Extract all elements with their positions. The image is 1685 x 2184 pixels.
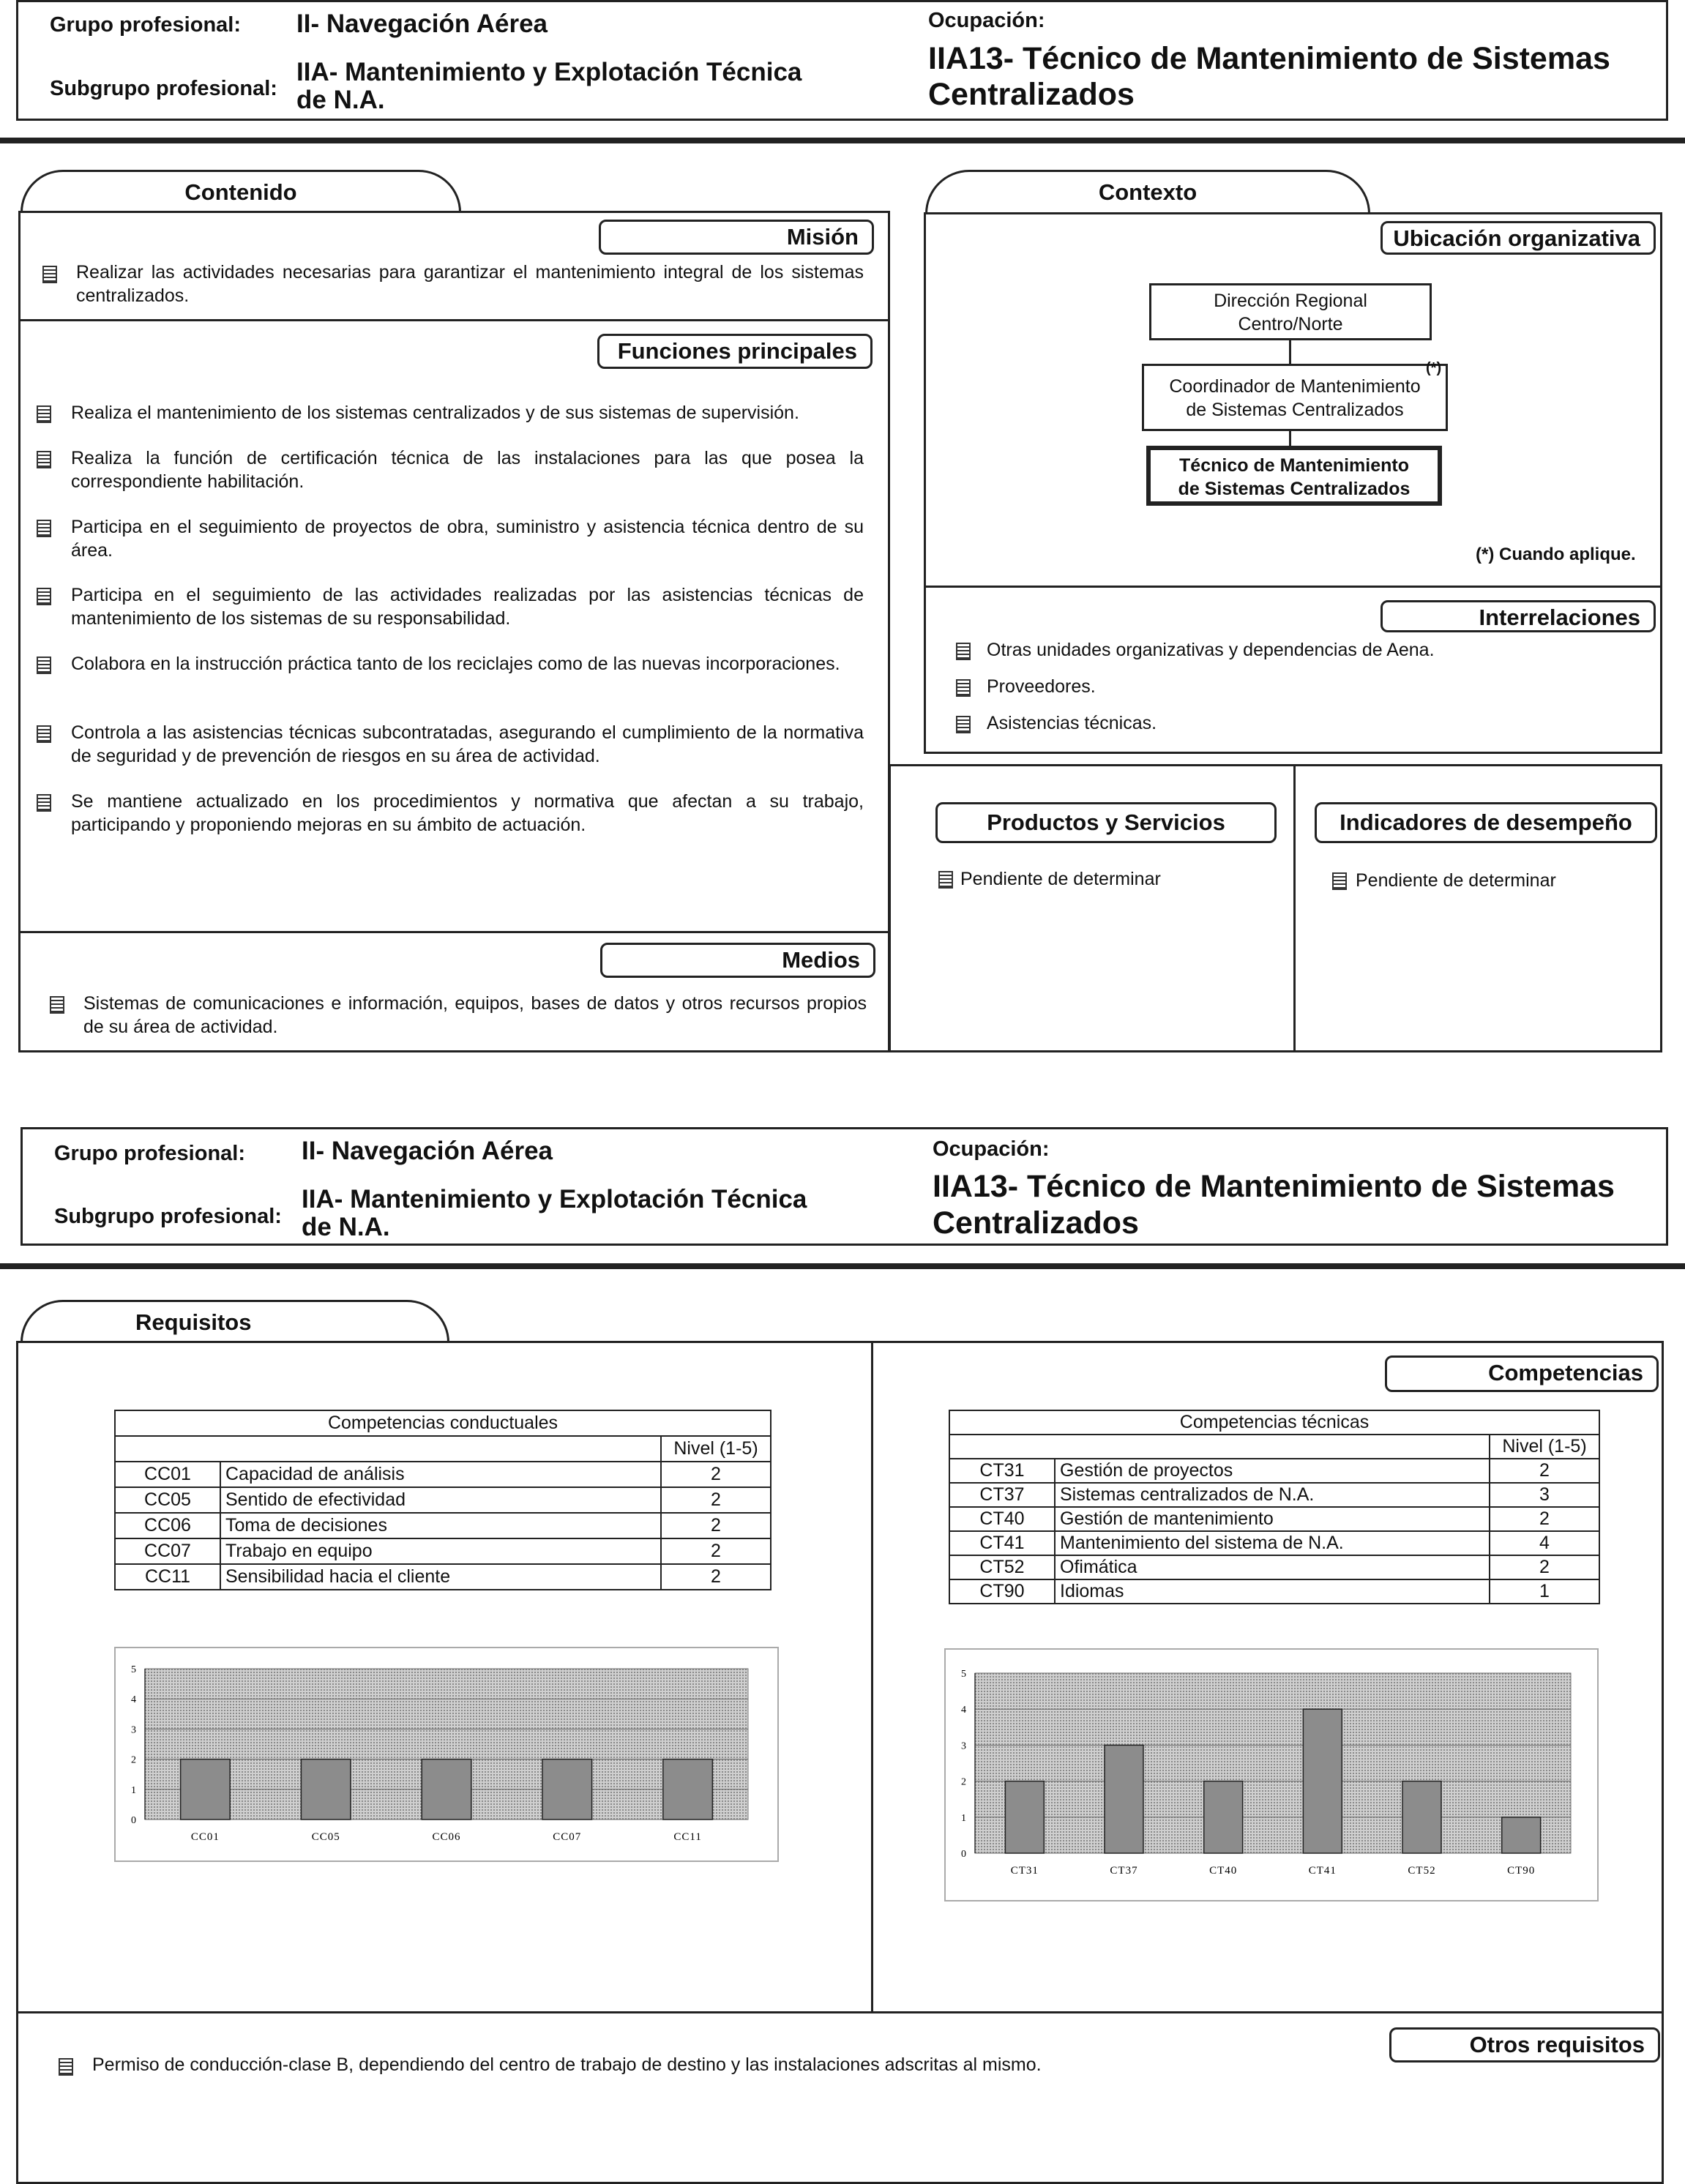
table-row: CT90 Idiomas 1 [949, 1579, 1599, 1604]
table-row: CT37 Sistemas centralizados de N.A. 3 [949, 1483, 1599, 1507]
document-bullet-icon [37, 405, 51, 423]
org-text: de Sistemas Centralizados [1178, 479, 1411, 499]
competencias-conductuales-table [114, 1410, 771, 1590]
subgrupo-value-line2: de N.A. [302, 1213, 390, 1241]
y-tick-label: 5 [131, 1664, 136, 1675]
grupo-label: Grupo profesional: [54, 1142, 245, 1165]
medios-pill: Medios [600, 943, 875, 978]
bar-cc07 [542, 1759, 592, 1820]
bar-cc01 [181, 1759, 231, 1820]
x-tick-label: CT31 [1010, 1865, 1039, 1877]
table-row: CC11 Sensibilidad hacia el cliente 2 [115, 1564, 771, 1590]
document-bullet-icon [42, 266, 57, 283]
ocupacion-line2: Centralizados [933, 1205, 1139, 1241]
x-tick-label: CT90 [1507, 1865, 1536, 1877]
y-tick-label: 1 [961, 1812, 966, 1824]
productos-pill: Productos y Servicios [935, 802, 1277, 843]
x-tick-label: CC07 [553, 1831, 582, 1843]
bar-ct37 [1105, 1745, 1143, 1853]
bar-ct52 [1402, 1781, 1441, 1853]
org-box-tecnico [1146, 446, 1442, 506]
document-bullet-icon [37, 520, 51, 537]
subgrupo-label: Subgrupo profesional: [50, 77, 277, 100]
ubicacion-pill: Ubicación organizativa [1380, 221, 1656, 255]
divider [16, 2011, 1664, 2013]
y-tick-label: 5 [961, 1669, 966, 1680]
subgrupo-value-line2: de N.A. [296, 86, 385, 114]
grupo-value: II- Navegación Aérea [302, 1137, 553, 1165]
bar-ct40 [1204, 1781, 1243, 1853]
header-rule-2 [0, 1263, 1685, 1269]
y-tick-label: 0 [131, 1815, 136, 1826]
funcion-item: Realiza la función de certificación técnica de las instalaciones para las que posea la correspondiente habilitación. [71, 448, 864, 492]
otros-requisitos-pill: Otros requisitos [1389, 2027, 1660, 2063]
mision-text: Realizar las actividades necesarias para garantizar el mantenimiento integral de los sistemas centralizados. [76, 262, 864, 306]
funcion-item: Participa en el seguimiento de proyectos de obra, suministro y asistencia técnica dentro de su área. [71, 517, 864, 561]
bar-ct90 [1502, 1817, 1541, 1853]
x-tick-label: CT41 [1308, 1865, 1337, 1877]
document-bullet-icon [1332, 872, 1347, 890]
org-box-coordinador [1142, 364, 1448, 431]
y-tick-label: 4 [131, 1694, 136, 1706]
y-tick-label: 4 [961, 1705, 966, 1716]
org-connector [1289, 431, 1291, 446]
table-row: CC06 Toma de decisiones 2 [115, 1513, 771, 1538]
funcion-item: Controla a las asistencias técnicas subcontratadas, asegurando el cumplimiento de la normativa de seguridad y de prevención de riesgos en su área de actividad. [71, 722, 864, 766]
y-tick-label: 3 [131, 1724, 136, 1736]
table-row: CT40 Gestión de mantenimiento 2 [949, 1507, 1599, 1531]
org-text: Coordinador de Mantenimiento [1169, 376, 1421, 397]
org-box-direccion [1149, 283, 1432, 340]
funcion-item: Realiza el mantenimiento de los sistemas centralizados y de sus sistemas de supervisión. [71, 403, 799, 423]
x-tick-label: CT40 [1209, 1865, 1238, 1877]
interrelaciones-pill: Interrelaciones [1380, 600, 1656, 632]
competencias-conductuales-chart [114, 1647, 779, 1862]
mision-pill: Misión [599, 220, 874, 255]
grupo-label: Grupo profesional: [50, 13, 241, 37]
x-tick-label: CC05 [311, 1831, 340, 1843]
document-bullet-icon [50, 996, 64, 1014]
table-row: CC01 Capacidad de análisis 2 [115, 1462, 771, 1487]
table-title: Competencias técnicas [949, 1410, 1599, 1435]
y-tick-label: 3 [961, 1740, 966, 1752]
table-row: CT31 Gestión de proyectos 2 [949, 1459, 1599, 1483]
org-text: Técnico de Mantenimiento [1179, 455, 1409, 476]
subgrupo-value-line1: IIA- Mantenimiento y Explotación Técnica [302, 1185, 807, 1213]
subgrupo-value-line1: IIA- Mantenimiento y Explotación Técnica [296, 58, 802, 86]
org-text: de Sistemas Centralizados [1186, 400, 1404, 420]
document-bullet-icon [37, 794, 51, 812]
org-connector [1289, 340, 1291, 364]
competencias-tecnicas-table [949, 1410, 1600, 1604]
y-tick-label: 2 [131, 1754, 136, 1766]
table-row: CT52 Ofimática 2 [949, 1555, 1599, 1579]
funciones-pill: Funciones principales [597, 334, 873, 369]
document-bullet-icon [956, 716, 971, 733]
ocupacion-line1: IIA13- Técnico de Mantenimiento de Sistemas [933, 1169, 1615, 1204]
divider [18, 931, 890, 933]
subgrupo-label: Subgrupo profesional: [54, 1205, 282, 1228]
org-note: (*) Cuando aplique. [1476, 545, 1636, 564]
grupo-value: II- Navegación Aérea [296, 10, 548, 38]
ocupacion-line1: IIA13- Técnico de Mantenimiento de Sistemas [928, 41, 1610, 76]
document-bullet-icon [956, 679, 971, 697]
divider [924, 586, 1662, 588]
otros-requisitos-text: Permiso de conducción-clase B, dependiendo del centro de trabajo de destino y las instalaciones adscritas al mismo. [92, 2054, 1042, 2075]
document-bullet-icon [956, 643, 971, 660]
org-text: Dirección Regional [1214, 291, 1367, 311]
plot-area [975, 1673, 1571, 1853]
document-bullet-icon [37, 725, 51, 743]
x-tick-label: CC01 [190, 1831, 220, 1843]
nivel-header: Nivel (1-5) [661, 1436, 771, 1462]
header-rule-1 [0, 138, 1685, 143]
contexto-tab: Contexto [925, 170, 1370, 214]
bar-ct41 [1303, 1709, 1342, 1853]
interrelacion-item: Asistencias técnicas. [987, 713, 1157, 733]
bar-cc06 [422, 1759, 471, 1820]
x-tick-label: CT52 [1408, 1865, 1436, 1877]
bar-ct31 [1005, 1781, 1044, 1853]
contenido-tab: Contenido [20, 170, 461, 212]
y-tick-label: 0 [961, 1849, 966, 1860]
ocupacion-line2: Centralizados [928, 77, 1135, 112]
org-asterisk-mark: (*) [1426, 360, 1442, 376]
interrelacion-item: Otras unidades organizativas y dependencias de Aena. [987, 640, 1435, 660]
divider-vertical [871, 1341, 873, 2013]
table-row: CC05 Sentido de efectividad 2 [115, 1487, 771, 1513]
org-text: Centro/Norte [1238, 314, 1343, 334]
document-bullet-icon [59, 2058, 73, 2076]
x-tick-label: CT37 [1110, 1865, 1138, 1877]
table-row: CC07 Trabajo en equipo 2 [115, 1538, 771, 1564]
ocupacion-label: Ocupación: [928, 9, 1045, 32]
nivel-header: Nivel (1-5) [1490, 1435, 1599, 1459]
document-bullet-icon [37, 451, 51, 468]
funcion-item: Participa en el seguimiento de las actividades realizadas por las asistencias técnicas de mantenimiento de los sistemas de su responsabilidad. [71, 585, 864, 629]
bar-cc11 [663, 1759, 713, 1820]
competencias-tecnicas-chart [944, 1648, 1599, 1901]
y-tick-label: 1 [131, 1784, 136, 1796]
ocupacion-label: Ocupación: [933, 1137, 1050, 1161]
bar-cc05 [301, 1759, 351, 1820]
productos-text: Pendiente de determinar [960, 869, 1161, 889]
requisitos-tab: Requisitos [20, 1300, 449, 1342]
competencias-pill: Competencias [1385, 1355, 1659, 1392]
document-bullet-icon [37, 657, 51, 674]
x-tick-label: CC06 [432, 1831, 461, 1843]
indicadores-text: Pendiente de determinar [1356, 870, 1556, 891]
funcion-item: Colabora en la instrucción práctica tanto de los reciclajes como de las nuevas incorporaciones. [71, 654, 840, 674]
x-tick-label: CC11 [673, 1831, 702, 1843]
document-bullet-icon [37, 588, 51, 605]
table-row: CT41 Mantenimiento del sistema de N.A. 4 [949, 1531, 1599, 1555]
medios-text: Sistemas de comunicaciones e información, equipos, bases de datos y otros recursos propios de su área de actividad. [83, 993, 867, 1037]
document-bullet-icon [938, 871, 953, 889]
interrelacion-item: Proveedores. [987, 676, 1096, 697]
y-tick-label: 2 [961, 1776, 966, 1788]
divider [18, 319, 890, 321]
table-title: Competencias conductuales [115, 1410, 771, 1436]
funcion-item: Se mantiene actualizado en los procedimientos y normativa que afectan a su trabajo, participando y proponiendo mejoras en su ámbito de actuación. [71, 791, 864, 835]
indicadores-pill: Indicadores de desempeño [1315, 802, 1657, 843]
